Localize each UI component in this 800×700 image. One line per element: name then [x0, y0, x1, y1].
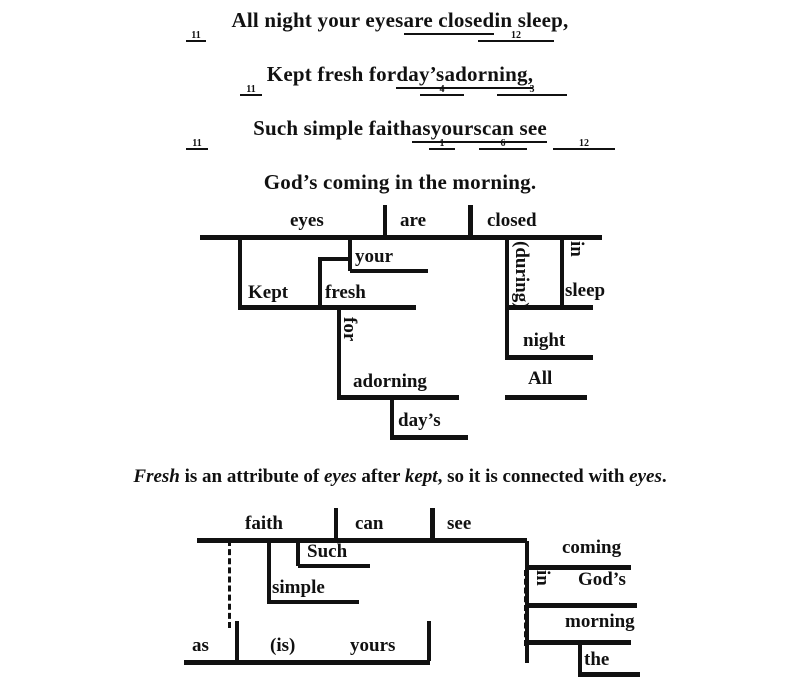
diagram-word-the: the	[584, 649, 610, 670]
sentence-diagram	[0, 205, 800, 455]
diagram-word-are: are	[400, 210, 427, 231]
poem-mark-number: 11	[246, 84, 256, 95]
poem-line	[0, 116, 800, 143]
note-text: , so it is connected with	[437, 466, 630, 487]
diagram-word-in2: in	[532, 570, 553, 586]
poem-mark-number: 11	[191, 30, 201, 41]
diagram-word-yours: yours	[350, 635, 396, 656]
diagram-word-gods: God’s	[578, 569, 626, 590]
note-emphasis: Fresh	[133, 466, 180, 487]
diagram-line	[390, 397, 394, 437]
diagram-line	[267, 541, 271, 603]
diagram-word-during: (during)	[511, 241, 532, 309]
diagram-word-for: for	[339, 317, 360, 342]
diagram-word-morning: morning	[565, 611, 635, 632]
diagram-line	[427, 621, 431, 661]
diagram-word-can: can	[355, 513, 384, 534]
note-text: is an attribute of	[179, 466, 324, 487]
diagram-word-sleep: sleep	[565, 280, 606, 301]
diagram-word-kept: Kept	[248, 282, 289, 303]
diagram-line	[238, 305, 416, 310]
diagram-dashed-line	[228, 540, 231, 628]
note-text: .	[661, 466, 667, 487]
note-emphasis: kept	[404, 466, 438, 487]
diagram-word-closed: closed	[487, 210, 537, 231]
sentence-diagram	[0, 508, 800, 693]
diagram-word-coming: coming	[562, 537, 622, 558]
diagram-word-eyes: eyes	[290, 210, 324, 231]
diagram-word-fresh: fresh	[325, 282, 366, 303]
diagram-line	[296, 541, 300, 566]
poem-word: Kept fresh for	[266, 62, 397, 86]
diagram-line	[348, 239, 352, 271]
poem-word: in sleep,	[494, 8, 569, 32]
poem-word: All night your eyes	[231, 8, 404, 32]
diagram-line	[235, 621, 239, 661]
poem-word-underlined: are closed	[404, 8, 495, 35]
diagram-word-night: night	[523, 330, 566, 351]
diagram-line	[468, 205, 473, 237]
poem-word-underlined: adorning,	[444, 62, 533, 89]
diagram-line	[578, 672, 640, 677]
diagram-word-such: Such	[307, 541, 348, 562]
diagram-word-your: your	[355, 246, 393, 267]
poem-word-underlined: day’s	[396, 62, 444, 89]
prose-note	[0, 466, 800, 488]
diagram-line	[505, 355, 593, 360]
diagram-line	[560, 239, 564, 307]
diagram-dashed-line	[524, 570, 527, 646]
diagram-line	[390, 435, 468, 440]
poem-mark-number: 4	[439, 84, 445, 95]
diagram-word-faith: faith	[245, 513, 283, 534]
diagram-line	[200, 235, 602, 240]
diagram-word-in: in	[566, 241, 587, 257]
poem-word: Such simple faith	[253, 116, 412, 140]
diagram-line	[184, 660, 430, 665]
diagram-line	[267, 600, 359, 604]
diagram-line	[350, 269, 428, 273]
diagram-line	[334, 508, 338, 540]
diagram-line	[525, 603, 637, 608]
poem-word-underlined: as	[412, 116, 431, 143]
diagram-word-all: All	[528, 368, 553, 389]
poem-mark-number: 6	[500, 138, 506, 149]
diagram-line	[505, 395, 587, 400]
poem-mark-number: 11	[192, 138, 202, 149]
diagram-line	[337, 395, 459, 400]
diagram-word-simple: simple	[272, 577, 325, 598]
poem-line	[0, 62, 800, 89]
diagram-word-adorning: adorning	[353, 371, 427, 392]
note-emphasis: eyes	[323, 466, 357, 487]
diagram-word-is: (is)	[270, 635, 296, 656]
diagram-line	[298, 564, 370, 568]
diagram-line	[320, 257, 350, 261]
poem-line	[0, 170, 800, 194]
diagram-line	[238, 240, 242, 306]
note-emphasis: eyes	[629, 466, 662, 487]
diagram-word-as: as	[192, 635, 209, 656]
diagram-word-see: see	[447, 513, 472, 534]
poem-mark-number: 1	[439, 138, 445, 149]
poem-word-underlined: can see	[482, 116, 547, 143]
diagram-line	[318, 257, 322, 307]
poem-mark-number: 12	[511, 30, 521, 41]
poem-mark-number: 12	[579, 138, 589, 149]
diagram-line	[383, 205, 387, 237]
poem-word: God’s coming in the morning.	[263, 170, 537, 194]
diagram-line	[430, 508, 435, 540]
diagram-line	[505, 238, 509, 360]
diagram-line	[578, 641, 582, 676]
note-text: after	[356, 466, 405, 487]
diagram-word-days: day’s	[398, 410, 441, 431]
poem-word-underlined: yours	[431, 116, 482, 143]
poem-line	[0, 8, 800, 35]
poem-mark-number: 3	[529, 84, 535, 95]
diagram-line	[197, 538, 527, 543]
